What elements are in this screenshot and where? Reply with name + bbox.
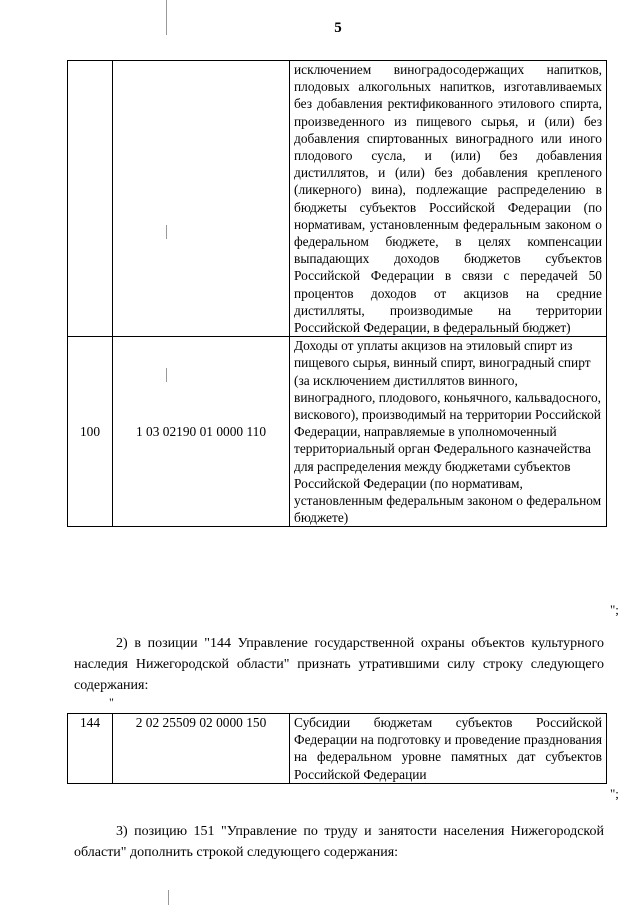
table-row bbox=[68, 61, 607, 337]
budget-code-cell: 1 03 02190 01 0000 110 bbox=[113, 337, 290, 527]
budget-codes-table bbox=[67, 713, 607, 784]
scan-artifact-line bbox=[166, 0, 167, 35]
paragraph-item-2 bbox=[74, 633, 604, 696]
admin-code-cell: 100 bbox=[68, 337, 113, 527]
description-cell: исключением виноградосодержащих напитков, плодовых алкогольных напитков, изготавливаемых без добавления ректификованного этилового спирта, произведенного из пищевого сырья, и (или) без добавления спиртованных виноградного или иного плодового сусла, и (или) без добавления дистиллятов, и (или) без добавления крепленого (ликерного) вина), подлежащие распределению в бюджеты субъектов Российской Федерации (по нормативам, установленным федеральным законом о федеральном бюджете, в целях компенсации выпадающих доходов бюджетов субъектов Российской Федерации в связи с передачей 50 процентов доходов от акцизов на средние дистилляты, производимые на территории Российской Федерации, в федеральный бюджет) bbox=[290, 61, 607, 337]
budget-code-cell: 2 02 25509 02 0000 150 bbox=[113, 714, 290, 784]
page-number: 5 bbox=[334, 20, 342, 36]
budget-codes-table bbox=[67, 60, 607, 527]
closing-quote-mark: "; bbox=[610, 786, 619, 801]
opening-quote-mark: " bbox=[109, 695, 114, 709]
closing-quote-mark: "; bbox=[610, 602, 619, 617]
paragraph-text: 2) в позиции "144 Управление государственной охраны объектов культурного наследия Нижегородской области" признать утратившими силу строку следующего содержания: bbox=[74, 636, 604, 693]
table-row bbox=[68, 714, 607, 784]
paragraph-item-3 bbox=[74, 821, 604, 863]
admin-code-cell: 144 bbox=[68, 714, 113, 784]
table-row bbox=[68, 337, 607, 527]
description-cell: Субсидии бюджетам субъектов Российской Федерации на подготовку и проведение празднования на федеральном уровне памятных дат субъектов Российской Федерации bbox=[290, 714, 607, 784]
budget-code-cell bbox=[113, 61, 290, 337]
scan-artifact-line bbox=[168, 890, 169, 905]
description-cell: Доходы от уплаты акцизов на этиловый спирт из пищевого сырья, винный спирт, виноградный спирт (за исключением дистиллятов винного, виноградного, плодового, коньячного, кальвадосного, вискового), производимый на территории Российской Федерации, направляемые в уполномоченный территориальный орган Федерального казначейства для распределения между бюджетами субъектов Российской Федерации (по нормативам, установленным федеральным законом о федеральном бюджете) bbox=[290, 337, 607, 527]
paragraph-text: 3) позицию 151 "Управление по труду и занятости населения Нижегородской области" дополнить строкой следующего содержания: bbox=[74, 824, 604, 860]
admin-code-cell bbox=[68, 61, 113, 337]
